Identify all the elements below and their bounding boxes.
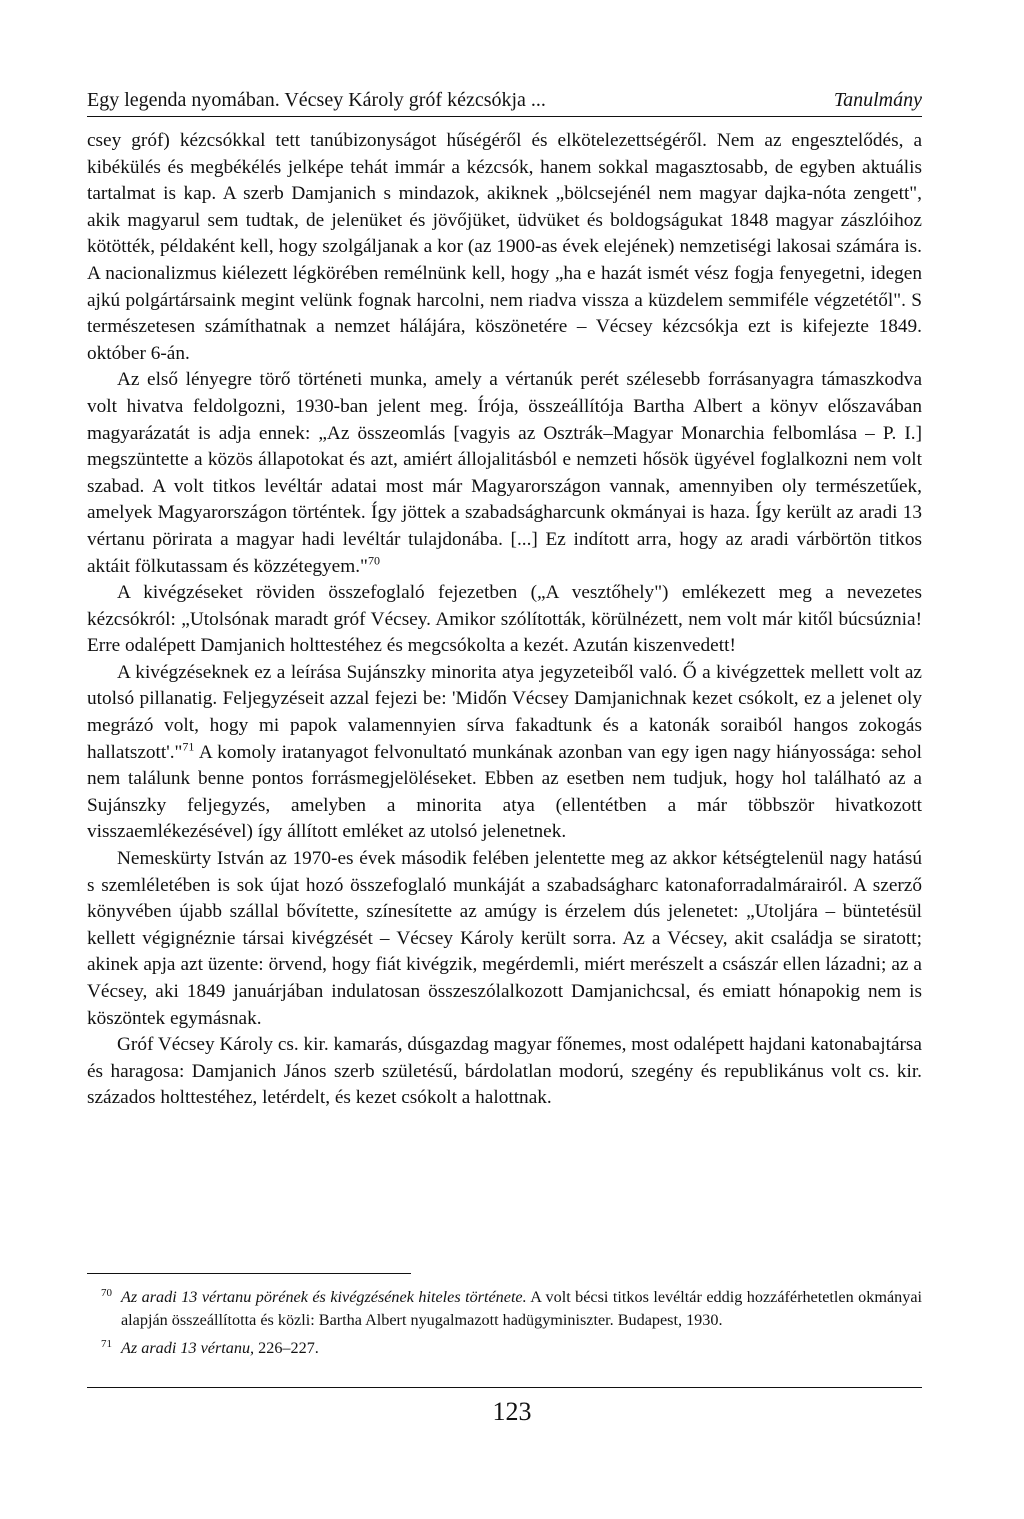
paragraph-3: A kivégzéseket röviden összefoglaló fejezetben („A vesztőhely") emlékezett meg a nevezetes kézcsókról: „Utolsónak maradt gróf Vécsey. Amikor szólították, körülnézett, nem volt már kitől búcsúznia! Erre odalépett Damjanich holttestéhez és megcsókolta a kezét. Azután kiszenvedett! (87, 582, 922, 657)
footnote-separator (87, 1273, 411, 1274)
running-title: Egy legenda nyomában. Vécsey Károly gróf kézcsókja ... (87, 89, 546, 111)
paragraph-1: csey gróf) kézcsókkal tett tanúbizonyságot hűségéről és elkötelezettségéről. Nem az engesztelődés, a kibékülés és megbékélés jelképe tehát immár a kézcsók, hanem sokkal magasztosabb, de egyben aktuális tartalmat is kap. A szerb Damjanich s mindazok, akiknek „bölcsejénél nem magyar dajka-nóta zengett", akik magyarul sem tudtak, de jelenüket és jövőjüket, üdvüket és boldogságukat 1848 magyar zászlóihoz kötötték, példaként kell, hogy szolgáljanak a kor (az 1900-as évek elejének) nemzetiségi lakosai számára is. A nacionalizmus kiélezett légkörében remélnünk kell, hogy „ha e hazát ismét vész fogja fenyegetni, idegen ajkú polgártársaink megint velünk fognak harcolni, nem riadva vissza a küzdelem semmiféle végzetétől". S természetesen számíthatnak a nemzet hálájára, köszönetére – Vécsey kézcsókja ezt is kifejezte 1849. október 6-án. (87, 130, 922, 364)
footnote-number: 70 (101, 1287, 112, 1299)
footnote-ref-71[interactable]: 71 (182, 739, 195, 754)
footnote-ref-70[interactable]: 70 (367, 553, 380, 568)
footnote-text: 226–227. (254, 1339, 319, 1357)
paragraph-4 (87, 660, 922, 846)
footnote-title: Az aradi 13 vértanu pörének és kivégzésének hiteles története. (121, 1288, 527, 1306)
footnotes (87, 1286, 922, 1366)
footnote-71 (87, 1337, 922, 1360)
footnote-70 (87, 1286, 922, 1331)
paragraph-2 (87, 367, 922, 580)
running-header (87, 88, 922, 117)
article-body (87, 128, 922, 1112)
section-label: Tanulmány (833, 89, 922, 111)
footnote-text: A volt bécsi titkos levéltár eddig hozzáférhetetlen okmányai alapján összeállította és közli: Bartha Albert nyugalmazott hadügyminiszter. Budapest, 1930. (121, 1288, 922, 1329)
paragraph-2-text: Az első lényegre törő történeti munka, amely a vértanúk perét szélesebb forrásanyagra támaszkodva volt hivatva feldolgozni, 1930-ban jelent meg. Írója, összeállítója Bartha Albert a könyv előszavában magyarázatát is adja ennek: „Az összeomlás [vagyis az Osztrák–Magyar Monarchia felbomlása – P. I.] megszüntette a közös állapotokat és azt, amiért állojalitásból e nemzeti hősök ügyével foglalkozni nem volt szabad. A volt titkos levéltár adatai most már Magyarországon vannak, amennyiben oly természetűek, amelyek Magyarországon történtek. Így jöttek a szabadságharcunk okmányai is haza. Így került az aradi 13 vértanu pörirata a magyar hadi levéltár tulajdonába. [...] Ez indított arra, hogy az aradi várbörtön titkos aktáit fölkutassam és közzétegyem." (87, 369, 922, 577)
footnote-title: Az aradi 13 vértanu, (121, 1339, 255, 1357)
paragraph-4-text-b: A komoly iratanyagot felvonultató munkának azonban van egy igen nagy hiányossága: sehol nem találunk benne pontos forrásmegjelöléseket. Ebben az esetben nem tudjuk, hogy hol található az a Sujánszky feljegyzés, amelyben a minorita atya (ellentétben a már többször hivatkozott visszaemlékezésével) így állított emléket az utolsó jelenetnek. (87, 741, 922, 843)
page-footer-rule (87, 1387, 922, 1388)
paragraph-5: Nemeskürty István az 1970-es évek második felében jelentette meg az akkor kétségtelenül nagy hatású s szemléletében is sok újat hozó összefoglaló munkáját a szabadságharc katonaforradalmárairól. A szerző könyvében újabb szállal bővítette, színesítette az amúgy is érzelem dús jelenetet: „Utoljára – büntetésül kellett végignéznie társai kivégzését – Vécsey Károly került sorra. Az a Vécsey, akit családja se siratott; akinek apja azt üzente: örvend, hogy fiát kivégzik, megérdemli, miért merészelt a császár ellen lázadni; az a Vécsey, aki 1849 januárjában indulatosan összeszólalkozott Damjanichcsal, és emiatt hónapokig nem is köszöntek egymásnak. (87, 848, 922, 1029)
paragraph-6: Gróf Vécsey Károly cs. kir. kamarás, dúsgazdag magyar főnemes, most odalépett hajdani katonabajtársa és haragosa: Damjanich János szerb születésű, bárdolatlan modorú, szegény és republikánus volt cs. kir. százados holttestéhez, letérdelt, és kezet csókolt a halottnak. (87, 1034, 922, 1109)
paragraph-4-text-a: A kivégzéseknek ez a leírása Sujánszky minorita atya jegyzeteiből való. Ő a kivégzettek mellett volt az utolsó pillanatig. Feljegyzéseit azzal fejezi be: 'Midőn Vécsey Damjanichnak kezet csókolt, ez a jelenet oly megrázó volt, hogy mi papok valamennyien sírva fakadtunk és a katonák soraiból hangos zokogás hallatszott'." (87, 661, 922, 763)
footnote-number: 71 (101, 1338, 112, 1350)
page-number: 123 (492, 1397, 532, 1426)
